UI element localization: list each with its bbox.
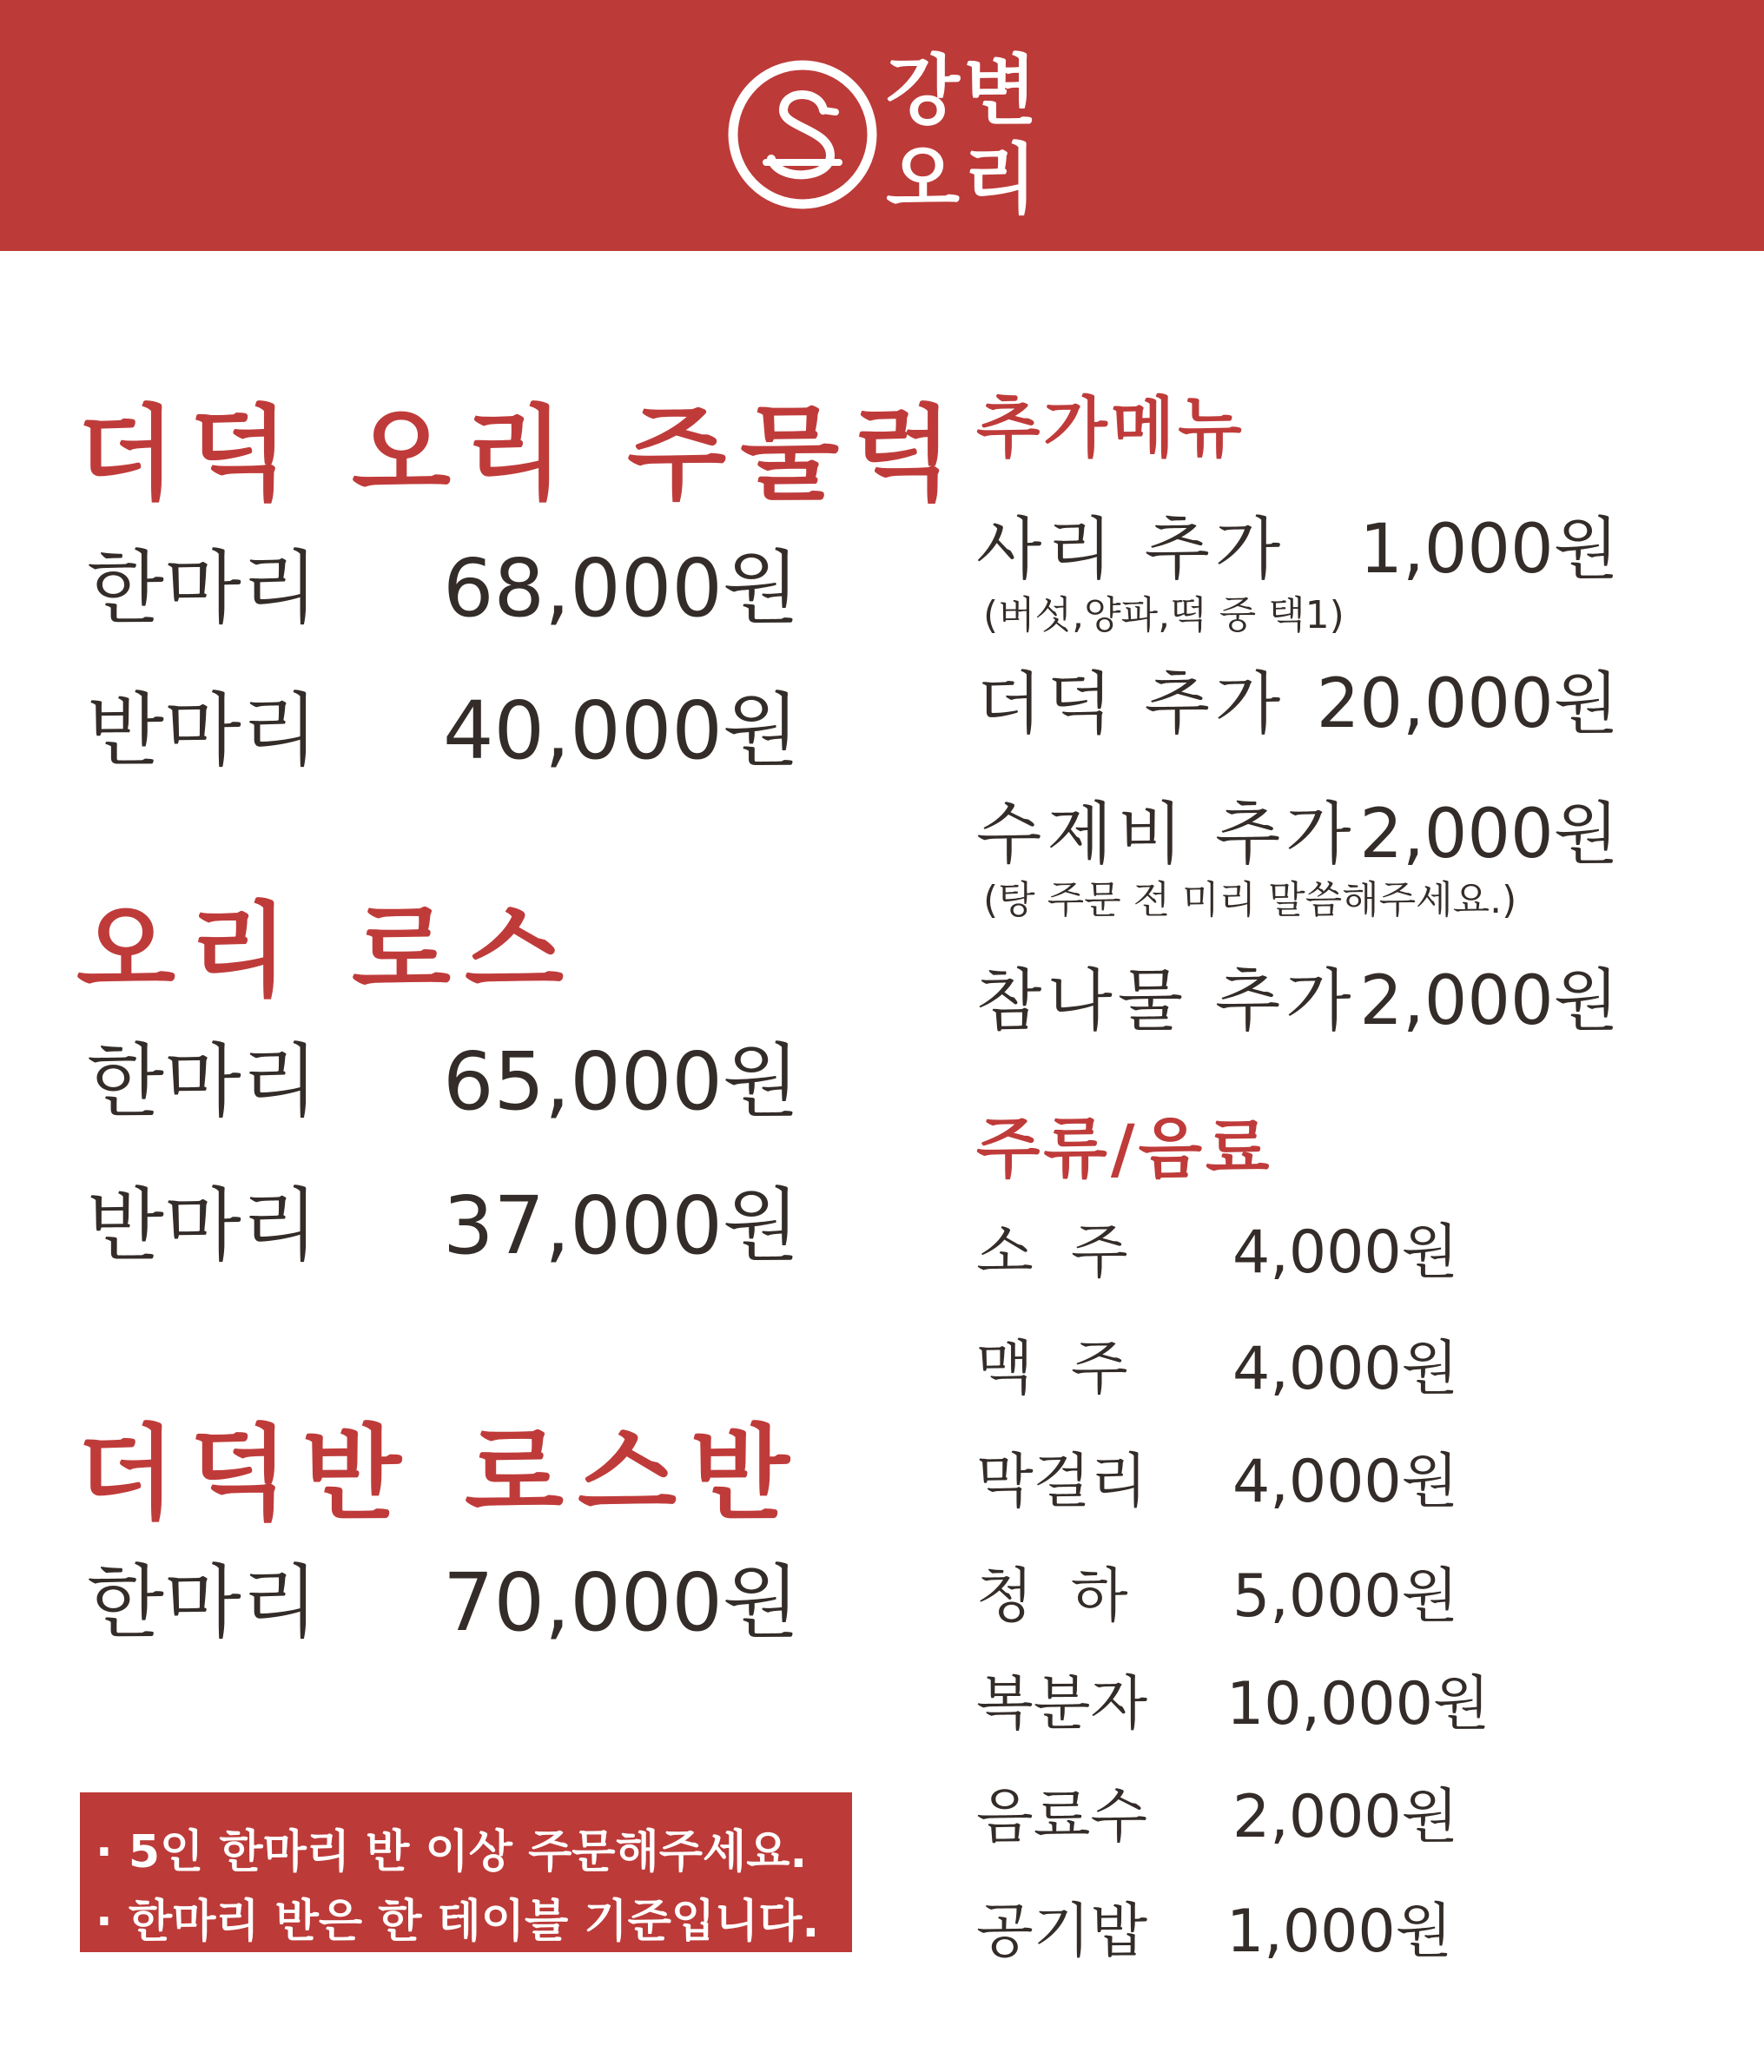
menu-row bbox=[87, 667, 816, 777]
drink-row bbox=[976, 1884, 1515, 1966]
menu-item-name: 한마리 bbox=[87, 542, 319, 635]
drink-price: 1,000원 bbox=[1226, 1897, 1453, 1966]
additional-item-note: (버섯,양파,떡 중 택1) bbox=[983, 593, 1344, 637]
section-title-drinks: 주류/음료 bbox=[976, 1110, 1273, 1187]
drink-row bbox=[976, 1435, 1515, 1516]
drink-row bbox=[976, 1205, 1515, 1287]
menu-row bbox=[87, 1539, 816, 1649]
section-title-ori-roseu: 오리 로스 bbox=[76, 891, 578, 1011]
additional-item-price: 2,000원 bbox=[1359, 795, 1619, 874]
drink-price: 2,000원 bbox=[1232, 1783, 1459, 1851]
menu-row bbox=[87, 1162, 816, 1272]
section-title-deodeok-jumulleok: 더덕 오리 주물럭 bbox=[76, 394, 967, 514]
menu-item-price: 40,000원 bbox=[443, 684, 800, 777]
additional-item-price: 20,000원 bbox=[1316, 665, 1619, 743]
section-title-additional-menu: 추가메뉴 bbox=[976, 389, 1245, 466]
drink-name: 청 하 bbox=[976, 1562, 1128, 1631]
additional-menu-row bbox=[976, 650, 1619, 743]
brand-name bbox=[886, 47, 1051, 224]
drink-name: 맥 주 bbox=[976, 1335, 1128, 1403]
drink-price: 4,000원 bbox=[1232, 1335, 1459, 1403]
menu-row bbox=[87, 525, 816, 635]
notice-line: · 5인 한마리 반 이상 주문해주세요. bbox=[96, 1826, 808, 1878]
drink-name: 복분자 bbox=[976, 1670, 1148, 1739]
drink-price: 4,000원 bbox=[1232, 1218, 1459, 1287]
additional-item-name: 참나물 추가 bbox=[976, 962, 1357, 1040]
drink-row bbox=[976, 1770, 1515, 1851]
additional-item-name: 더덕 추가 bbox=[976, 665, 1286, 743]
drink-price: 5,000원 bbox=[1232, 1562, 1459, 1631]
menu-item-price: 65,000원 bbox=[443, 1035, 800, 1128]
drink-row bbox=[976, 1322, 1515, 1403]
header-banner bbox=[0, 0, 1764, 251]
drink-price: 4,000원 bbox=[1232, 1448, 1459, 1516]
brand-name-line2: 오리 bbox=[886, 135, 1041, 224]
additional-menu-row bbox=[976, 495, 1619, 589]
swan-logo-icon bbox=[726, 58, 879, 211]
drink-row bbox=[976, 1657, 1515, 1739]
notice-line: · 한마리 반은 한 테이블 기준입니다. bbox=[96, 1896, 820, 1948]
menu-item-price: 68,000원 bbox=[443, 542, 800, 635]
drink-row bbox=[976, 1549, 1515, 1631]
drink-name: 음료수 bbox=[976, 1783, 1148, 1851]
additional-item-name: 사리 추가 bbox=[976, 511, 1286, 589]
additional-menu-row bbox=[976, 947, 1619, 1040]
additional-item-price: 1,000원 bbox=[1359, 511, 1619, 589]
additional-menu-row bbox=[976, 780, 1619, 874]
drink-name: 막걸리 bbox=[976, 1448, 1148, 1516]
menu-item-price: 70,000원 bbox=[443, 1556, 800, 1649]
menu-item-name: 한마리 bbox=[87, 1556, 319, 1649]
menu-item-name: 반마리 bbox=[87, 1179, 319, 1272]
brand-name-line1: 강변 bbox=[886, 46, 1041, 135]
section-title-half-half: 더덕반 로스반 bbox=[76, 1414, 804, 1534]
notice-box bbox=[80, 1792, 852, 1952]
drink-name: 소 주 bbox=[976, 1218, 1128, 1287]
drink-price: 10,000원 bbox=[1226, 1670, 1490, 1739]
menu-row bbox=[87, 1018, 816, 1128]
menu-item-name: 반마리 bbox=[87, 684, 319, 777]
additional-item-note: (탕 주문 전 미리 말씀해주세요.) bbox=[983, 878, 1517, 922]
menu-item-name: 한마리 bbox=[87, 1035, 319, 1128]
additional-item-name: 수제비 추가 bbox=[976, 795, 1357, 874]
menu-item-price: 37,000원 bbox=[443, 1179, 800, 1272]
additional-item-price: 2,000원 bbox=[1359, 962, 1619, 1040]
drink-name: 공기밥 bbox=[976, 1897, 1148, 1966]
